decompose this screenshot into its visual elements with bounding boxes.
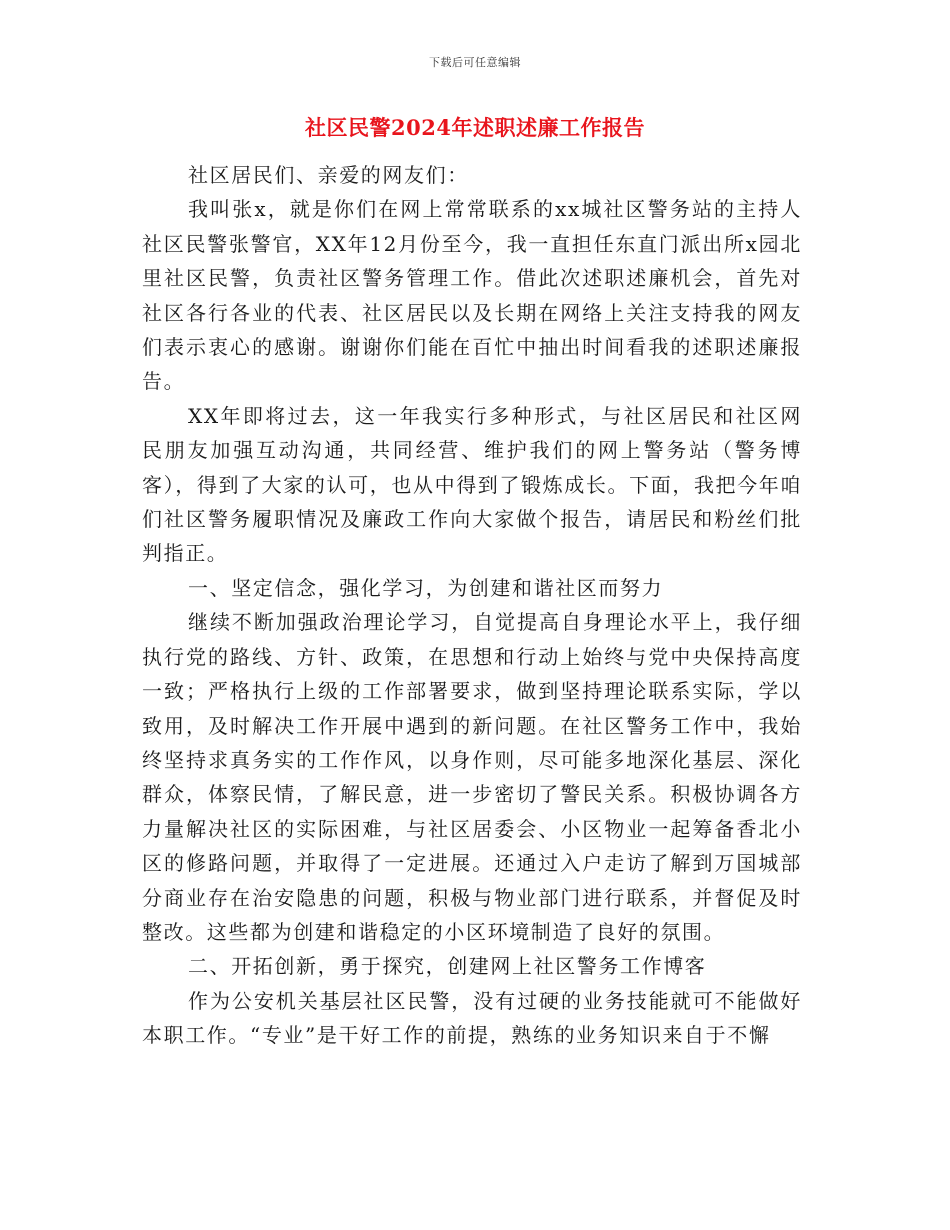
section-1-paragraph: 继续不断加强政治理论学习，自觉提高自身理论水平上，我仔细执行党的路线、方针、政策，在思想和行动上始终与党中央保持高度一致；严格执行上级的工作部署要求，做到坚持理论联系实际，学以致用，及时解决工作开展中遇到的新问题。在社区警务工作中，我始终坚持求真务实的工作作风，以身作则，尽可能多地深化基层、深化群众，体察民情，了解民意，进一步密切了警民关系。积极协调各方力量解决社区的实际困难，与社区居委会、小区物业一起筹备香北小区的修路问题，并取得了一定进展。还通过入户走访了解到万国城部分商业存在治安隐患的问题，积极与物业部门进行联系，并督促及时整改。这些都为创建和谐稳定的小区环境制造了良好的氛围。 (142, 610, 802, 944)
greeting-paragraph: 社区居民们、亲爱的网友们： (188, 163, 469, 187)
section-2-paragraph: 作为公安机关基层社区民警，没有过硬的业务技能就可不能做好本职工作。“专业”是干好工作的前提，熟练的业务知识来自于不懈 (142, 988, 802, 1048)
section-heading-1: 一、坚定信念，强化学习，为创建和谐社区而努力 (188, 575, 664, 600)
document-body (142, 158, 802, 1053)
intro-paragraph: 我叫张x，就是你们在网上常常联系的xx城社区警务站的主持人社区民警张警官，XX年12月份至今，我一直担任东直门派出所x园北里社区民警，负责社区警务管理工作。借此次述职述廉机会，首先对社区各行各业的代表、社区居民以及长期在网络上关注支持我的网友们表示衷心的感谢。谢谢你们能在百忙中抽出时间看我的述职述廉报告。 (142, 197, 802, 394)
document-title: 社区民警2024年述职述廉工作报告 (305, 115, 645, 140)
header-note: 下载后可任意编辑 (429, 56, 521, 69)
section-heading-2: 二、开拓创新，勇于探究，创建网上社区警务工作博客 (188, 954, 707, 979)
year-summary-paragraph: XX年即将过去，这一年我实行多种形式，与社区居民和社区网民朋友加强互动沟通，共同经营、维护我们的网上警务站（警务博客），得到了大家的认可，也从中得到了锻炼成长。下面，我把今年咱们社区警务履职情况及廉政工作向大家做个报告，请居民和粉丝们批判指正。 (142, 403, 802, 566)
